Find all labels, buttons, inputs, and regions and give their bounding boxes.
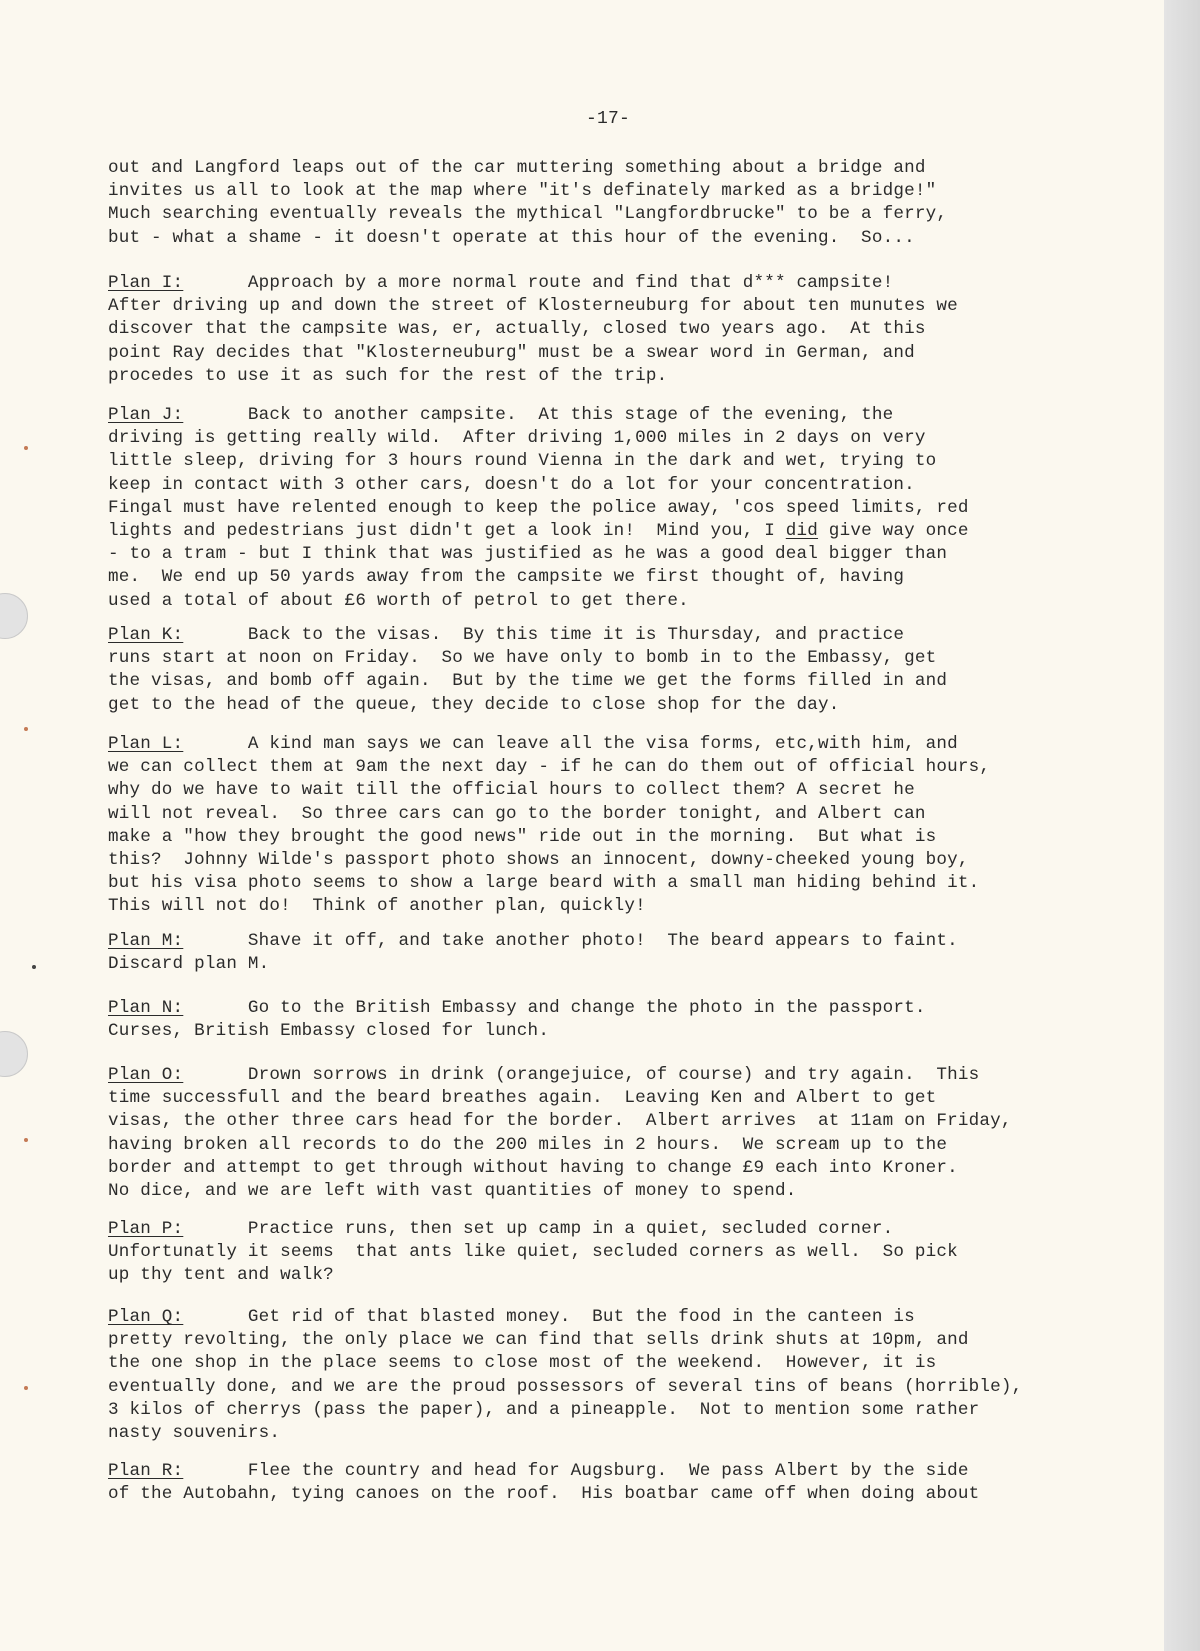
plan-line: the visas, and bomb off again. But by the time we get the forms filled in and	[108, 671, 948, 692]
plan-line: keep in contact with 3 other cars, doesn't do a lot for your concentration.	[108, 474, 915, 495]
plan-first-line: Approach by a more normal route and find that d*** campsite!	[247, 273, 894, 293]
margin-dot	[24, 1138, 28, 1142]
plan-first-line: Flee the country and head for Augsburg. We pass Albert by the side	[247, 1461, 969, 1481]
intro-line: out and Langford leaps out of the car muttering something about a bridge and	[108, 158, 926, 178]
plan-line: After driving up and down the street of Klosterneuburg for about ten munutes we	[108, 296, 958, 317]
punch-hole-top	[0, 593, 28, 639]
plan-line: up thy tent and walk?	[108, 1265, 334, 1286]
plan-line: - to a tram - but I think that was justified as he was a good deal bigger than	[108, 544, 948, 565]
plan-line: visas, the other three cars head for the border. Albert arrives at 11am on Friday,	[108, 1111, 1012, 1132]
plan-line: procedes to use it as such for the rest of the trip.	[108, 365, 668, 386]
plan-line: the one shop in the place seems to close most of the weekend. However, it is	[108, 1353, 937, 1374]
plan-i-paragraph	[108, 272, 1148, 388]
plan-line: having broken all records to do the 200 miles in 2 hours. We scream up to the	[108, 1134, 948, 1155]
plan-line: Discard plan M.	[108, 954, 270, 975]
margin-dot	[32, 965, 36, 969]
plan-first-line: A kind man says we can leave all the visa forms, etc,with him, and	[247, 734, 958, 754]
plan-first-line: Back to another campsite. At this stage of the evening, the	[247, 405, 894, 425]
plan-first-line: Drown sorrows in drink (orangejuice, of course) and try again. This	[247, 1065, 980, 1085]
plan-line: This will not do! Think of another plan, quickly!	[108, 896, 646, 917]
plan-label: Plan L:	[108, 734, 184, 754]
plan-line: runs start at noon on Friday. So we have only to bomb in to the Embassy, get	[108, 648, 937, 669]
page-number: -17-	[585, 109, 630, 129]
plan-label: Plan J:	[108, 405, 184, 425]
intro-line: Much searching eventually reveals the mythical "Langfordbrucke" to be a ferry,	[108, 204, 948, 225]
plan-label: Plan R:	[108, 1461, 184, 1481]
plan-line: but his visa photo seems to show a large beard with a small man hiding behind it.	[108, 873, 980, 894]
plan-line: will not reveal. So three cars can go to the border tonight, and Albert can	[108, 803, 926, 824]
plan-label: Plan P:	[108, 1219, 184, 1239]
emphasized-word: did	[785, 521, 819, 542]
plan-first-line: Shave it off, and take another photo! The beard appears to faint.	[247, 931, 958, 951]
plan-label: Plan I:	[108, 273, 184, 293]
intro-line: invites us all to look at the map where "it's definately marked as a bridge!"	[108, 181, 937, 202]
plan-line: little sleep, driving for 3 hours round Vienna in the dark and wet, trying to	[108, 451, 937, 472]
intro-paragraph	[108, 157, 1148, 250]
plan-first-line: Get rid of that blasted money. But the food in the canteen is	[247, 1307, 915, 1327]
plan-label: Plan K:	[108, 625, 184, 645]
plan-n-paragraph	[108, 997, 1148, 1043]
intro-line: but - what a shame - it doesn't operate at this hour of the evening. So...	[108, 227, 915, 248]
plan-line: No dice, and we are left with vast quantities of money to spend.	[108, 1181, 797, 1202]
plan-line: used a total of about £6 worth of petrol to get there.	[108, 590, 689, 611]
plan-line: Unfortunatly it seems that ants like quiet, secluded corners as well. So pick	[108, 1242, 958, 1263]
margin-dot	[24, 446, 28, 450]
plan-j-paragraph	[108, 404, 1148, 613]
plan-line: eventually done, and we are the proud possessors of several tins of beans (horrible),	[108, 1376, 1023, 1397]
plan-label: Plan O:	[108, 1065, 184, 1085]
plan-line: of the Autobahn, tying canoes on the roof. His boatbar came off when doing about	[108, 1484, 980, 1505]
plan-q-paragraph	[108, 1306, 1148, 1445]
plan-line: we can collect them at 9am the next day - if he can do them out of official hours,	[108, 757, 991, 778]
plan-first-line: Go to the British Embassy and change the photo in the passport.	[247, 998, 926, 1018]
plan-line: nasty souvenirs.	[108, 1423, 281, 1444]
plan-line: time successfull and the beard breathes again. Leaving Ken and Albert to get	[108, 1088, 937, 1109]
background-edge	[1164, 0, 1200, 1651]
plan-r-paragraph	[108, 1460, 1148, 1506]
plan-line: make a "how they brought the good news" ride out in the morning. But what is	[108, 826, 937, 847]
plan-line: Curses, British Embassy closed for lunch.	[108, 1021, 550, 1042]
plan-line: why do we have to wait till the official hours to collect them? A secret he	[108, 780, 915, 801]
plan-first-line: Practice runs, then set up camp in a quiet, secluded corner.	[247, 1219, 894, 1239]
plan-label: Plan Q:	[108, 1307, 184, 1327]
plan-label: Plan M:	[108, 931, 184, 951]
plan-line: border and attempt to get through without having to change £9 each into Kroner.	[108, 1157, 958, 1178]
plan-l-paragraph	[108, 733, 1148, 919]
plan-first-line: Back to the visas. By this time it is Thursday, and practice	[247, 625, 905, 645]
plan-k-paragraph	[108, 624, 1148, 717]
plan-line: get to the head of the queue, they decide to close shop for the day.	[108, 694, 840, 715]
margin-dot	[24, 727, 28, 731]
plan-line: me. We end up 50 yards away from the campsite we first thought of, having	[108, 567, 905, 588]
plan-line: 3 kilos of cherrys (pass the paper), and a pineapple. Not to mention some rather	[108, 1399, 980, 1420]
margin-dot	[24, 1386, 28, 1390]
punch-hole-bottom	[0, 1031, 28, 1077]
plan-line: Fingal must have relented enough to keep the police away, 'cos speed limits, red	[108, 497, 969, 518]
plan-m-paragraph	[108, 930, 1148, 976]
plan-line: pretty revolting, the only place we can find that sells drink shuts at 10pm, and	[108, 1330, 969, 1351]
plan-line: point Ray decides that "Klosterneuburg" must be a swear word in German, and	[108, 342, 915, 363]
plan-label: Plan N:	[108, 998, 184, 1018]
plan-line: this? Johnny Wilde's passport photo shows an innocent, downy-cheeked young boy,	[108, 850, 969, 871]
plan-line: discover that the campsite was, er, actually, closed two years ago. At this	[108, 319, 926, 340]
plan-line: lights and pedestrians just didn't get a look in! Mind you, I did give way once	[108, 521, 969, 542]
plan-line: driving is getting really wild. After driving 1,000 miles in 2 days on very	[108, 428, 926, 449]
plan-p-paragraph	[108, 1218, 1148, 1288]
plan-o-paragraph	[108, 1064, 1148, 1203]
